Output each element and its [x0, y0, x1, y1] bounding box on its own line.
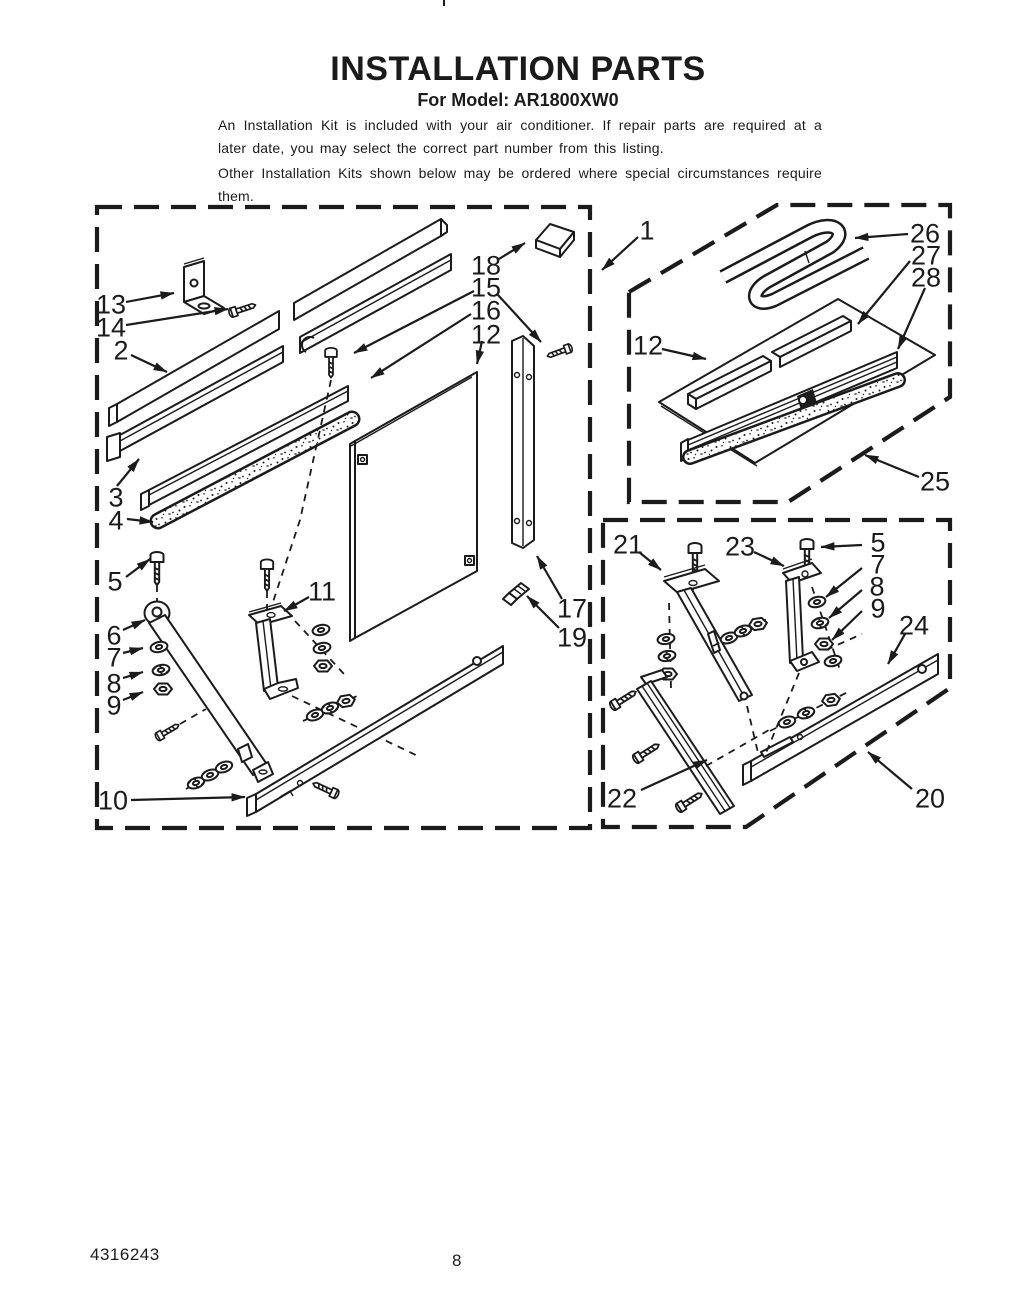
- part-flat-washer: [808, 595, 827, 609]
- part-flat-washer: [777, 715, 796, 730]
- callout-leader-5: [821, 545, 862, 547]
- part-hex-nut: [821, 693, 840, 706]
- callout-label-19: 19: [556, 622, 588, 653]
- callout-leader-7: [123, 648, 143, 653]
- page-title: INSTALLATION PARTS: [330, 50, 706, 88]
- callout-label-12: 12: [470, 319, 502, 350]
- callout-leader-2: [131, 355, 167, 372]
- callout-label-5: 5: [870, 527, 886, 558]
- model-subtitle: For Model: AR1800XW0: [417, 90, 619, 110]
- callout-label-18: 18: [470, 250, 502, 281]
- callout-leader-12: [662, 349, 706, 359]
- part-rail-bolt: [674, 789, 704, 813]
- callout-label-11: 11: [307, 576, 337, 607]
- callout-leader-23: [754, 552, 784, 566]
- callout-label-9: 9: [106, 690, 122, 721]
- callout-label-12: 12: [632, 330, 664, 361]
- part-lock-washer: [796, 706, 815, 721]
- part-lock-washer: [658, 650, 676, 663]
- part-foam-block: [536, 224, 574, 257]
- part-support-rail-24: [743, 654, 938, 785]
- main-kit-parts: [107, 219, 574, 816]
- callout-label-23: 23: [724, 531, 756, 562]
- part-slide-rail-22: [637, 670, 734, 814]
- callout-leader-19: [527, 596, 559, 628]
- callout-label-8: 8: [869, 571, 885, 602]
- part-hex-nut: [314, 661, 332, 672]
- callout-leader-7: [826, 568, 862, 597]
- publication-number: 4316243: [90, 1245, 160, 1264]
- callout-leader-18: [499, 243, 525, 259]
- callout-label-28: 28: [910, 262, 942, 293]
- part-support-bracket-23: [783, 559, 821, 671]
- callout-label-3: 3: [108, 482, 124, 513]
- callout-label-2: 2: [113, 335, 129, 366]
- callout-label-4: 4: [108, 505, 124, 536]
- part-hex-nut: [154, 684, 172, 695]
- callout-leader-14: [126, 309, 228, 325]
- part-leg-bolt: [154, 721, 181, 742]
- callout-label-24: 24: [898, 610, 930, 641]
- part-lock-washer: [152, 663, 171, 676]
- callout-leader-26: [855, 234, 908, 238]
- callout-label-8: 8: [106, 668, 122, 699]
- callout-leader-9: [123, 692, 143, 700]
- part-top-rail: [109, 219, 447, 426]
- note-paragraph: Other Installation Kits shown below may be ordered where special circumstances require them.: [218, 165, 822, 204]
- part-flat-washer: [312, 623, 331, 636]
- callout-label-27: 27: [910, 240, 942, 271]
- seal-kit-parts: [659, 226, 935, 466]
- part-sash-bracket: [249, 603, 298, 699]
- callout-leader-4: [127, 519, 153, 522]
- callout-leader-25: [865, 455, 919, 477]
- part-channel-screw: [546, 343, 573, 360]
- part-flat-washer: [824, 654, 843, 668]
- intro-paragraph: An Installation Kit is included with your air conditioner. If repair parts are required at a later date, you may select the correct part number from this listing.: [218, 117, 822, 156]
- callout-leader-15: [498, 295, 541, 342]
- callout-label-17: 17: [556, 593, 588, 624]
- callout-label-7: 7: [870, 549, 886, 580]
- part-rail-bolt: [311, 779, 340, 799]
- callout-label-1: 1: [639, 215, 655, 246]
- callout-label-7: 7: [106, 642, 122, 673]
- part-bracket11-screw: [261, 559, 273, 590]
- part-wing-knob: [503, 583, 529, 605]
- callout-label-13: 13: [95, 289, 127, 320]
- part-leg-screw: [151, 552, 164, 585]
- callout-leader-28: [898, 288, 925, 349]
- callout-leader-27: [858, 261, 910, 324]
- part-curtain-panel: [350, 372, 477, 641]
- callout-leader-1: [602, 237, 638, 270]
- callout-leader-8: [123, 672, 143, 678]
- callout-label-20: 20: [914, 783, 946, 814]
- part-rail-bolt: [608, 687, 638, 711]
- callout-label-10: 10: [97, 785, 129, 816]
- callout-leader-20: [868, 752, 912, 789]
- part-joint-screw: [325, 348, 337, 378]
- support-kit-parts: [608, 539, 938, 814]
- callout-label-9: 9: [870, 593, 886, 624]
- callout-label-5: 5: [107, 566, 123, 597]
- part-flat-washer: [214, 759, 233, 774]
- callout-label-6: 6: [106, 620, 122, 651]
- part-flat-washer: [150, 640, 169, 653]
- part-sill-rail: [247, 646, 503, 816]
- callout-leader-10: [131, 797, 245, 800]
- callout-leader-9: [832, 611, 862, 640]
- part-support-channel: [512, 336, 534, 548]
- part-lower-channel: [141, 386, 348, 510]
- callout-label-26: 26: [909, 218, 941, 249]
- part-rail-bolt: [631, 740, 661, 764]
- callout-leader-13: [126, 293, 174, 302]
- callout-label-22: 22: [606, 783, 638, 814]
- callout-leader-11: [284, 597, 309, 611]
- part-angle-bracket: [184, 258, 224, 314]
- part-flat-washer: [657, 633, 675, 646]
- part-bracket-screw: [228, 300, 257, 317]
- page-number: 8: [452, 1251, 462, 1270]
- callout-label-15: 15: [470, 272, 502, 303]
- callout-leader-6: [123, 620, 145, 630]
- callout-label-21: 21: [612, 529, 644, 560]
- callout-label-14: 14: [95, 312, 127, 343]
- callout-leader-16: [371, 314, 471, 378]
- callout-leader-5: [126, 559, 150, 577]
- callout-label-16: 16: [470, 295, 502, 326]
- part-foam-gasket: [723, 226, 866, 302]
- callout-leader-8: [829, 590, 862, 618]
- callout-label-25: 25: [919, 466, 951, 497]
